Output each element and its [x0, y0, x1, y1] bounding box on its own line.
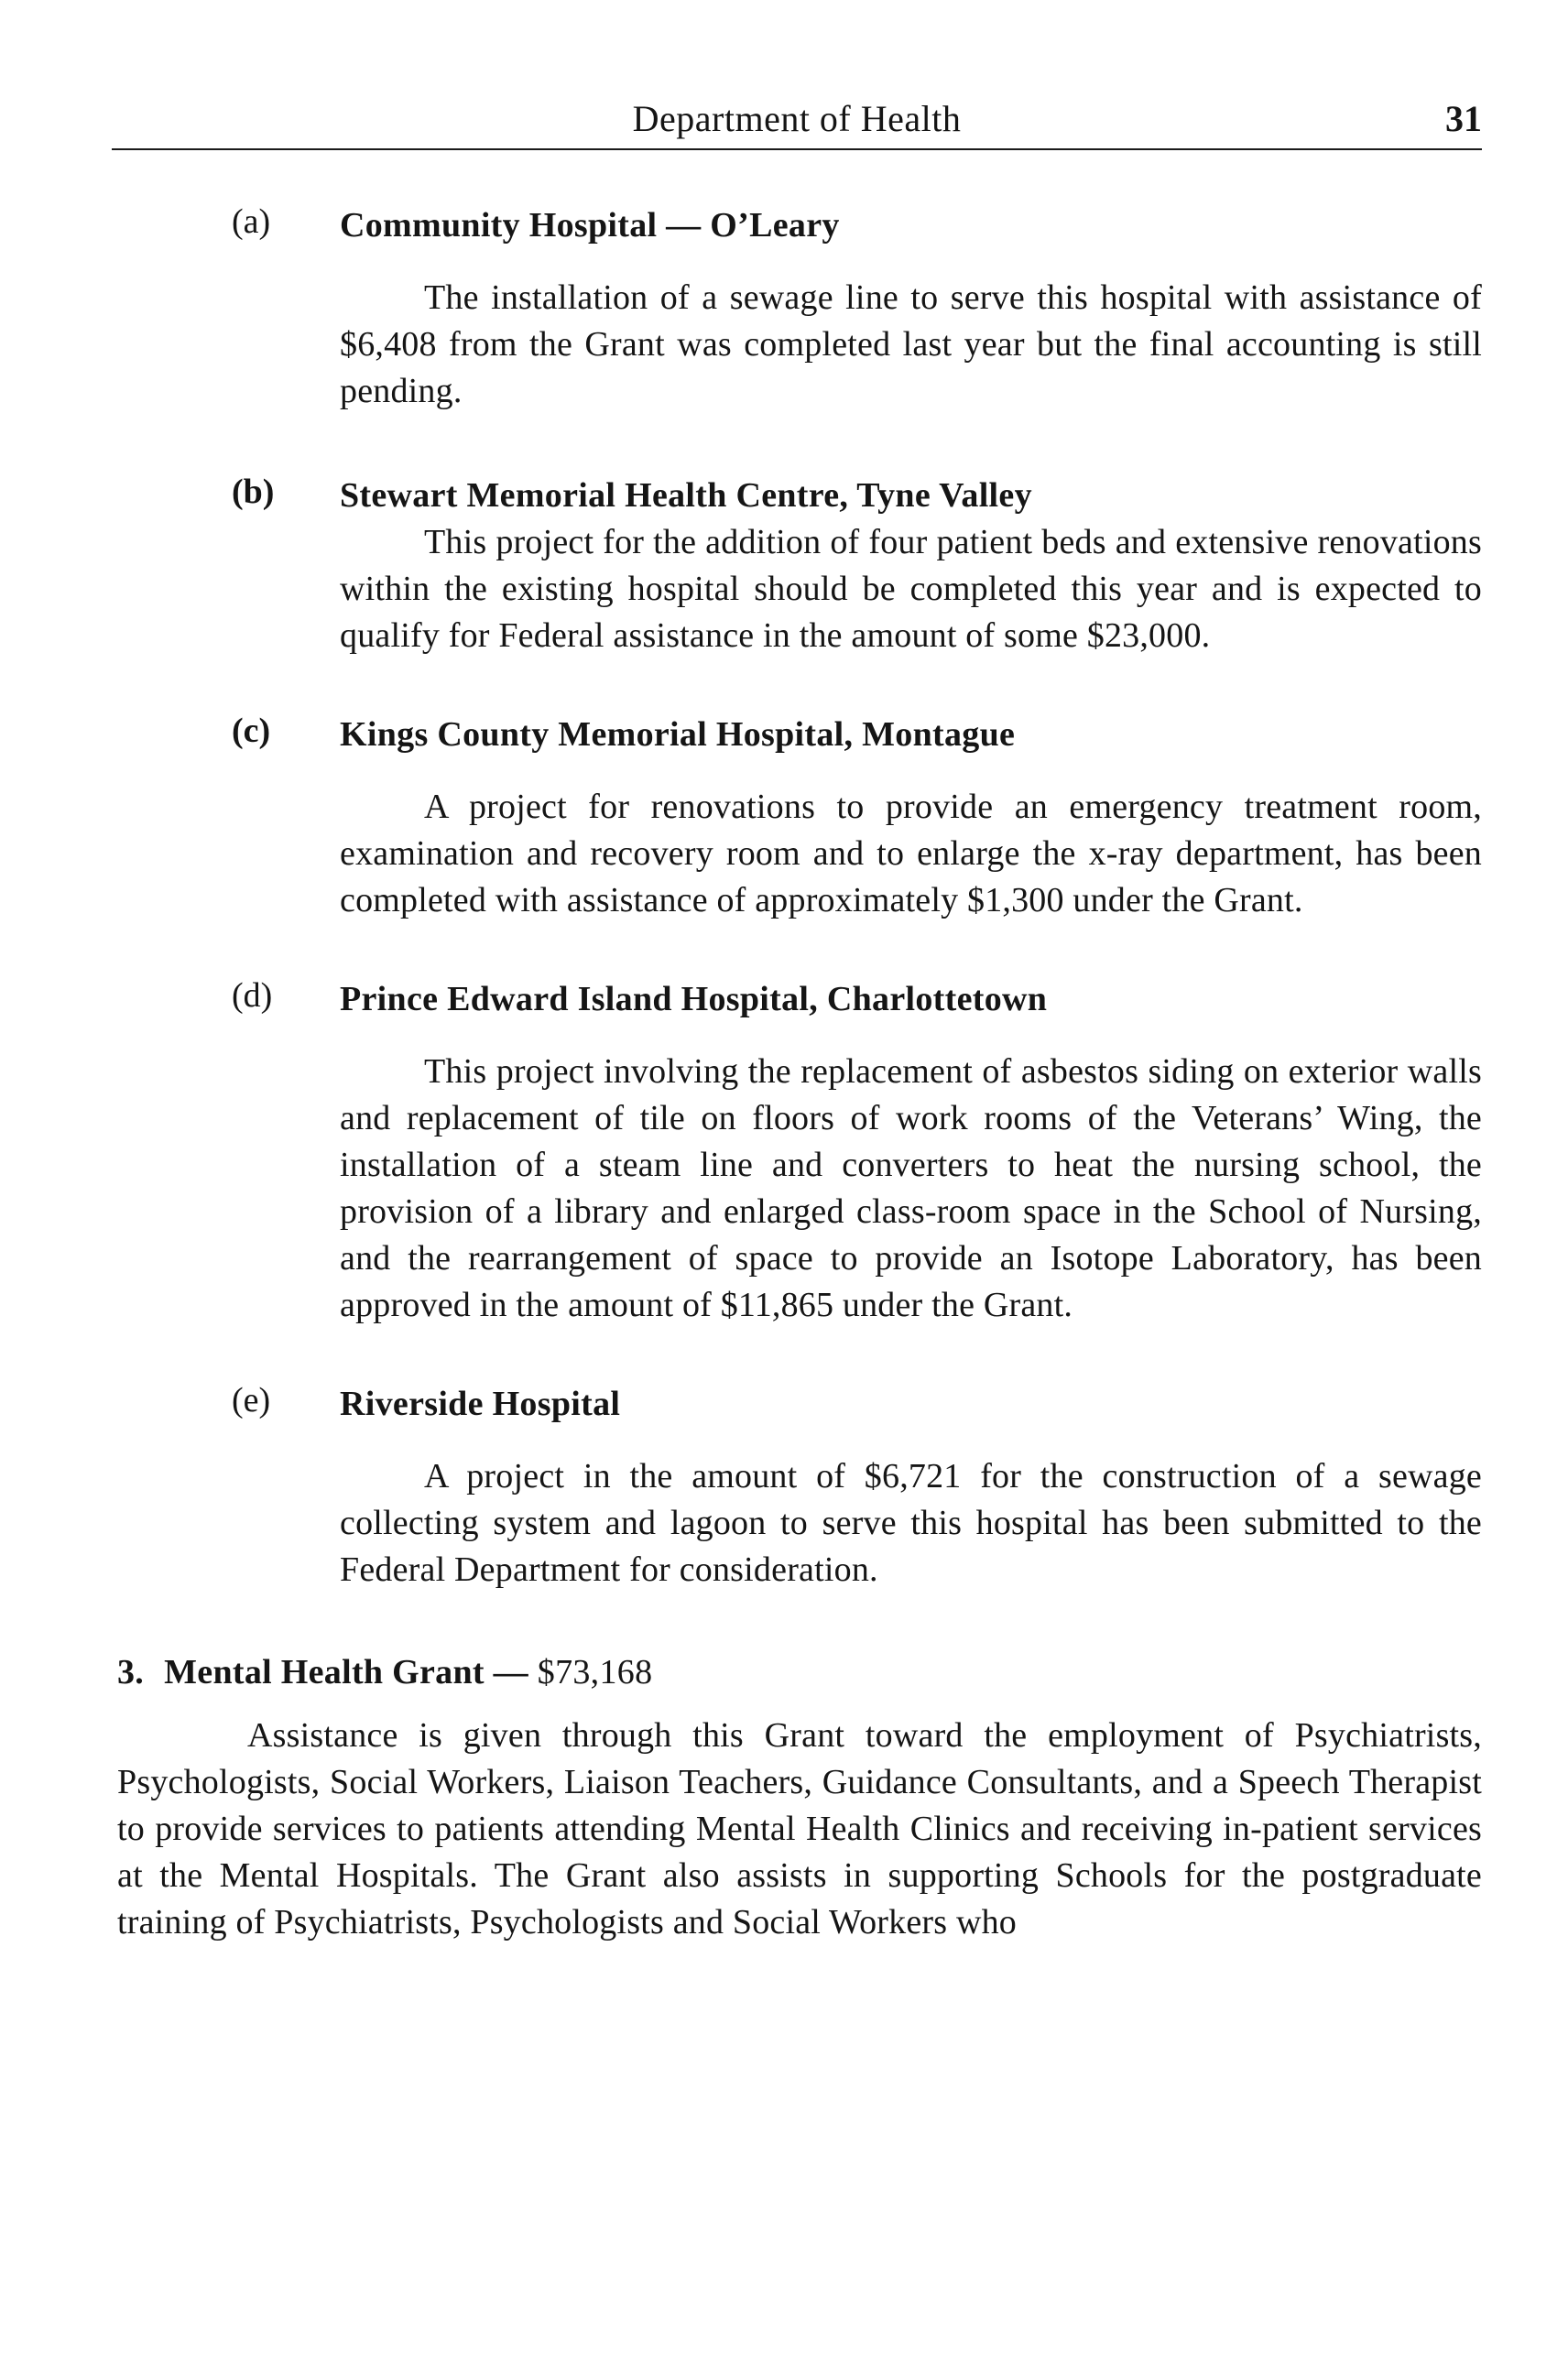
section-heading	[117, 1648, 1482, 1696]
project-item-e	[117, 1380, 1482, 1593]
section-number: 3.	[117, 1653, 145, 1691]
page-number: 31	[1445, 98, 1482, 139]
running-title: Department of Health	[632, 98, 962, 139]
section-body: Assistance is given through this Grant toward the employment of Psychiatrists, Psychologists, Social Workers, Liaison Teachers, Guidance Consultants, and a Speech Therapist to provide services to patients attending Mental Health Clinics and receiving in-patient services at the Mental Hospitals. The Grant also assists in supporting Schools for the postgraduate training of Psychiatrists, Psychologists and Social Workers who	[117, 1716, 1482, 1941]
item-heading: Stewart Memorial Health Centre, Tyne Valley	[340, 476, 1032, 515]
item-heading: Community Hospital — O’Leary	[340, 206, 840, 245]
item-letter: (d)	[232, 976, 273, 1015]
item-heading: Prince Edward Island Hospital, Charlottetown	[340, 980, 1048, 1018]
item-letter: (b)	[232, 473, 275, 511]
item-body: This project involving the replacement of asbestos siding on exterior walls and replacement of tile on floors of work rooms of the Veterans’ Wing, the installation of a steam line and converters to heat the nursing school, the provision of a library and enlarged class-room space in the School of Nursing, and the rearrangement of space to provide an Isotope Laboratory, has been approved in the amount of $11,865 under the Grant.	[340, 1052, 1482, 1324]
item-body: This project for the addition of four patient beds and extensive renovations within the existing hospital should be completed this year and is expected to qualify for Federal assistance in the amount of some $23,000.	[340, 523, 1482, 655]
section-mental-health-grant	[117, 1648, 1482, 1946]
item-body: A project in the amount of $6,721 for the construction of a sewage collecting system and lagoon to serve this hospital has been submitted to the Federal Department for consideration.	[340, 1457, 1482, 1589]
section-title: Mental Health Grant —	[164, 1653, 528, 1691]
item-letter: (a)	[232, 202, 271, 241]
item-letter: (c)	[232, 712, 271, 750]
project-item-c	[117, 711, 1482, 924]
item-body: A project for renovations to provide an emergency treatment room, examination and recovery room and to enlarge the x-ray department, has been completed with assistance of approximately $1,300 under the Grant.	[340, 788, 1482, 919]
project-item-a	[117, 201, 1482, 415]
item-heading: Riverside Hospital	[340, 1385, 621, 1423]
project-item-d	[117, 975, 1482, 1329]
page-header	[112, 92, 1482, 150]
section-amount: $73,168	[537, 1653, 653, 1691]
item-heading: Kings County Memorial Hospital, Montague	[340, 715, 1016, 754]
project-item-b	[117, 472, 1482, 659]
item-letter: (e)	[232, 1381, 271, 1419]
item-body: The installation of a sewage line to serve this hospital with assistance of $6,408 from the Grant was completed last year but the final accounting is still pending.	[340, 278, 1482, 410]
